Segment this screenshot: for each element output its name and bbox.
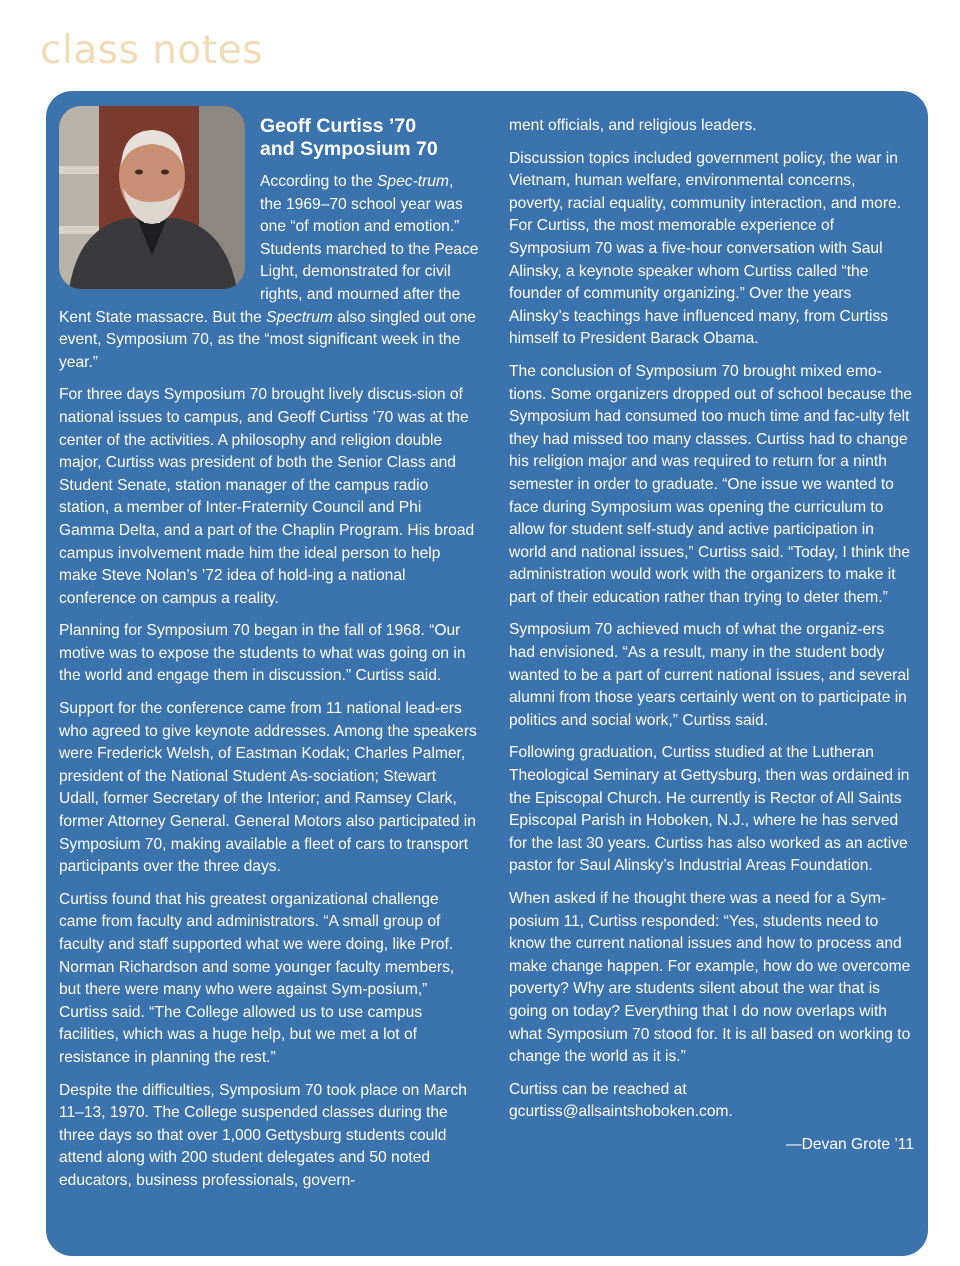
right-column	[509, 115, 914, 1167]
contact-period: .	[728, 1103, 733, 1121]
spectrum-italic-1: Spec-trum	[377, 173, 449, 190]
paragraph-1-text-c: , the 1969–70 school year was one “of motion and emotion.” Students marched to the Peace Light, demonstrated for civil rights, and mourned after the Kent State massacre. But the	[59, 173, 479, 326]
author-signature: —Devan Grote ’11	[786, 1135, 914, 1153]
paragraph-1-text-a: According to the	[260, 173, 378, 190]
contact-text: Curtiss can be reached at	[509, 1080, 687, 1098]
section-title: class notes	[40, 28, 263, 73]
portrait-photo	[59, 106, 245, 289]
spectrum-italic-2: Spectrum	[266, 308, 333, 326]
paragraph-12	[509, 1079, 914, 1124]
paragraph-2: For three days Symposium 70 brought lively discus-sion of national issues to campus, and Geoff Curtiss ’70 was at the center of the activities. A philosophy and religion double major, Curtiss was president of both the Senior Class and Student Senate, station manager of the campus radio station, a member of Inter-Fraternity Council and Phi Gamma Delta, and a part of the Chaplin Program. His broad campus involvement made him the ideal person to help make Steve Nolan’s ’72 idea of hold-ing a national conference on campus a reality.	[59, 386, 475, 607]
paragraph-6-continued: ment officials, and religious leaders.	[509, 117, 757, 134]
paragraph-1-text-e: also singled out one event, Symposium 70, as the “most significant week in the year.”	[59, 308, 476, 371]
headline-line-1: Geoff Curtiss ’70	[260, 115, 417, 137]
paragraph-10: Following graduation, Curtiss studied at the Lutheran Theological Seminary at Gettysburg, then was ordained in the Episcopal Church. He currently is Rector of All Saints Episcopal Parish in Hoboken, N.J., where he has served for the last 30 years. Curtiss has also worked as an active pastor for Saul Alinsky’s Industrial Areas Foundation.	[509, 744, 910, 875]
paragraph-7: Discussion topics included government policy, the war in Vietnam, human welfare, environmental concerns, poverty, racial equality, community interaction, and more. For Curtiss, the most memorable experience of Symposium 70 was a five-hour conversation with Saul Alinsky, a keynote speaker whom Curtiss called “the founder of community organizing.” Over the years Alinsky’s teachings have influenced many, from Curtiss himself to President Barack Obama.	[509, 149, 902, 348]
paragraph-11: When asked if he thought there was a need for a Sym-posium 11, Curtiss responded: “Yes, students need to know the current national issues and how to process and make change happen. For example, how do we overcome poverty? Why are students silent about the war that is going on today? Everything that I do now overlaps with what Symposium 70 stood for. It is all based on working to change the world as it is.”	[509, 890, 911, 1066]
paragraph-6: Despite the difficulties, Symposium 70 took place on March 11–13, 1970. The College suspended classes during the three days so that over 1,000 Gettysburg students could attend along with 200 student delegates and 50 noted educators, business professionals, govern-	[59, 1081, 467, 1189]
headline-line-2: and Symposium 70	[260, 138, 438, 160]
paragraph-3: Planning for Symposium 70 began in the fall of 1968. “Our motive was to expose the students to what was going on in the world and engage them in discussion.” Curtiss said.	[59, 622, 466, 685]
paragraph-9: Symposium 70 achieved much of what the organiz-ers had envisioned. “As a result, many in the student body wanted to be a part of current national issues, and several alumni from those years certainly went on to participate in politics and social work,” Curtiss said.	[509, 621, 910, 729]
email-link[interactable]: gcurtiss@allsaintshoboken.com	[509, 1103, 729, 1121]
paragraph-4: Support for the conference came from 11 national lead-ers who agreed to give keynote addresses. Among the speakers were Frederick Welsh, of Eastman Kodak; Charles Palmer, president of the National Student As-sociation; Stewart Udall, former Secretary of the Interior; and Ramsey Clark, former Attorney General. General Motors also participated in Symposium 70, making available a fleet of cars to transport participants over the three days.	[59, 700, 477, 876]
left-column	[59, 115, 479, 1203]
paragraph-5: Curtiss found that his greatest organizational challenge came from faculty and administrators. “A small group of faculty and staff supported what we were doing, like Prof. Norman Richardson and some younger faculty members, but there were many who were against Sym-posium,” Curtiss said. “The College allowed us to use campus facilities, which was a huge help, but we met a lot of resistance in planning the rest.”	[59, 890, 455, 1066]
article-panel	[46, 91, 928, 1256]
paragraph-8: The conclusion of Symposium 70 brought mixed emo-tions. Some organizers dropped out of school because the Symposium had consumed too much time and fac-ulty felt they had missed too many classes. Curtiss had to change his religion major and was required to return for a ninth semester in order to graduate. “One issue we wanted to face during Symposium was opening the curriculum to allow for student self-study and active participation in world and national issues,” Curtiss said. “Today, I think the administration would work with the organizers to make it part of their education rather than trying to deter them.”	[509, 362, 913, 606]
portrait-photo-icon	[59, 106, 245, 289]
